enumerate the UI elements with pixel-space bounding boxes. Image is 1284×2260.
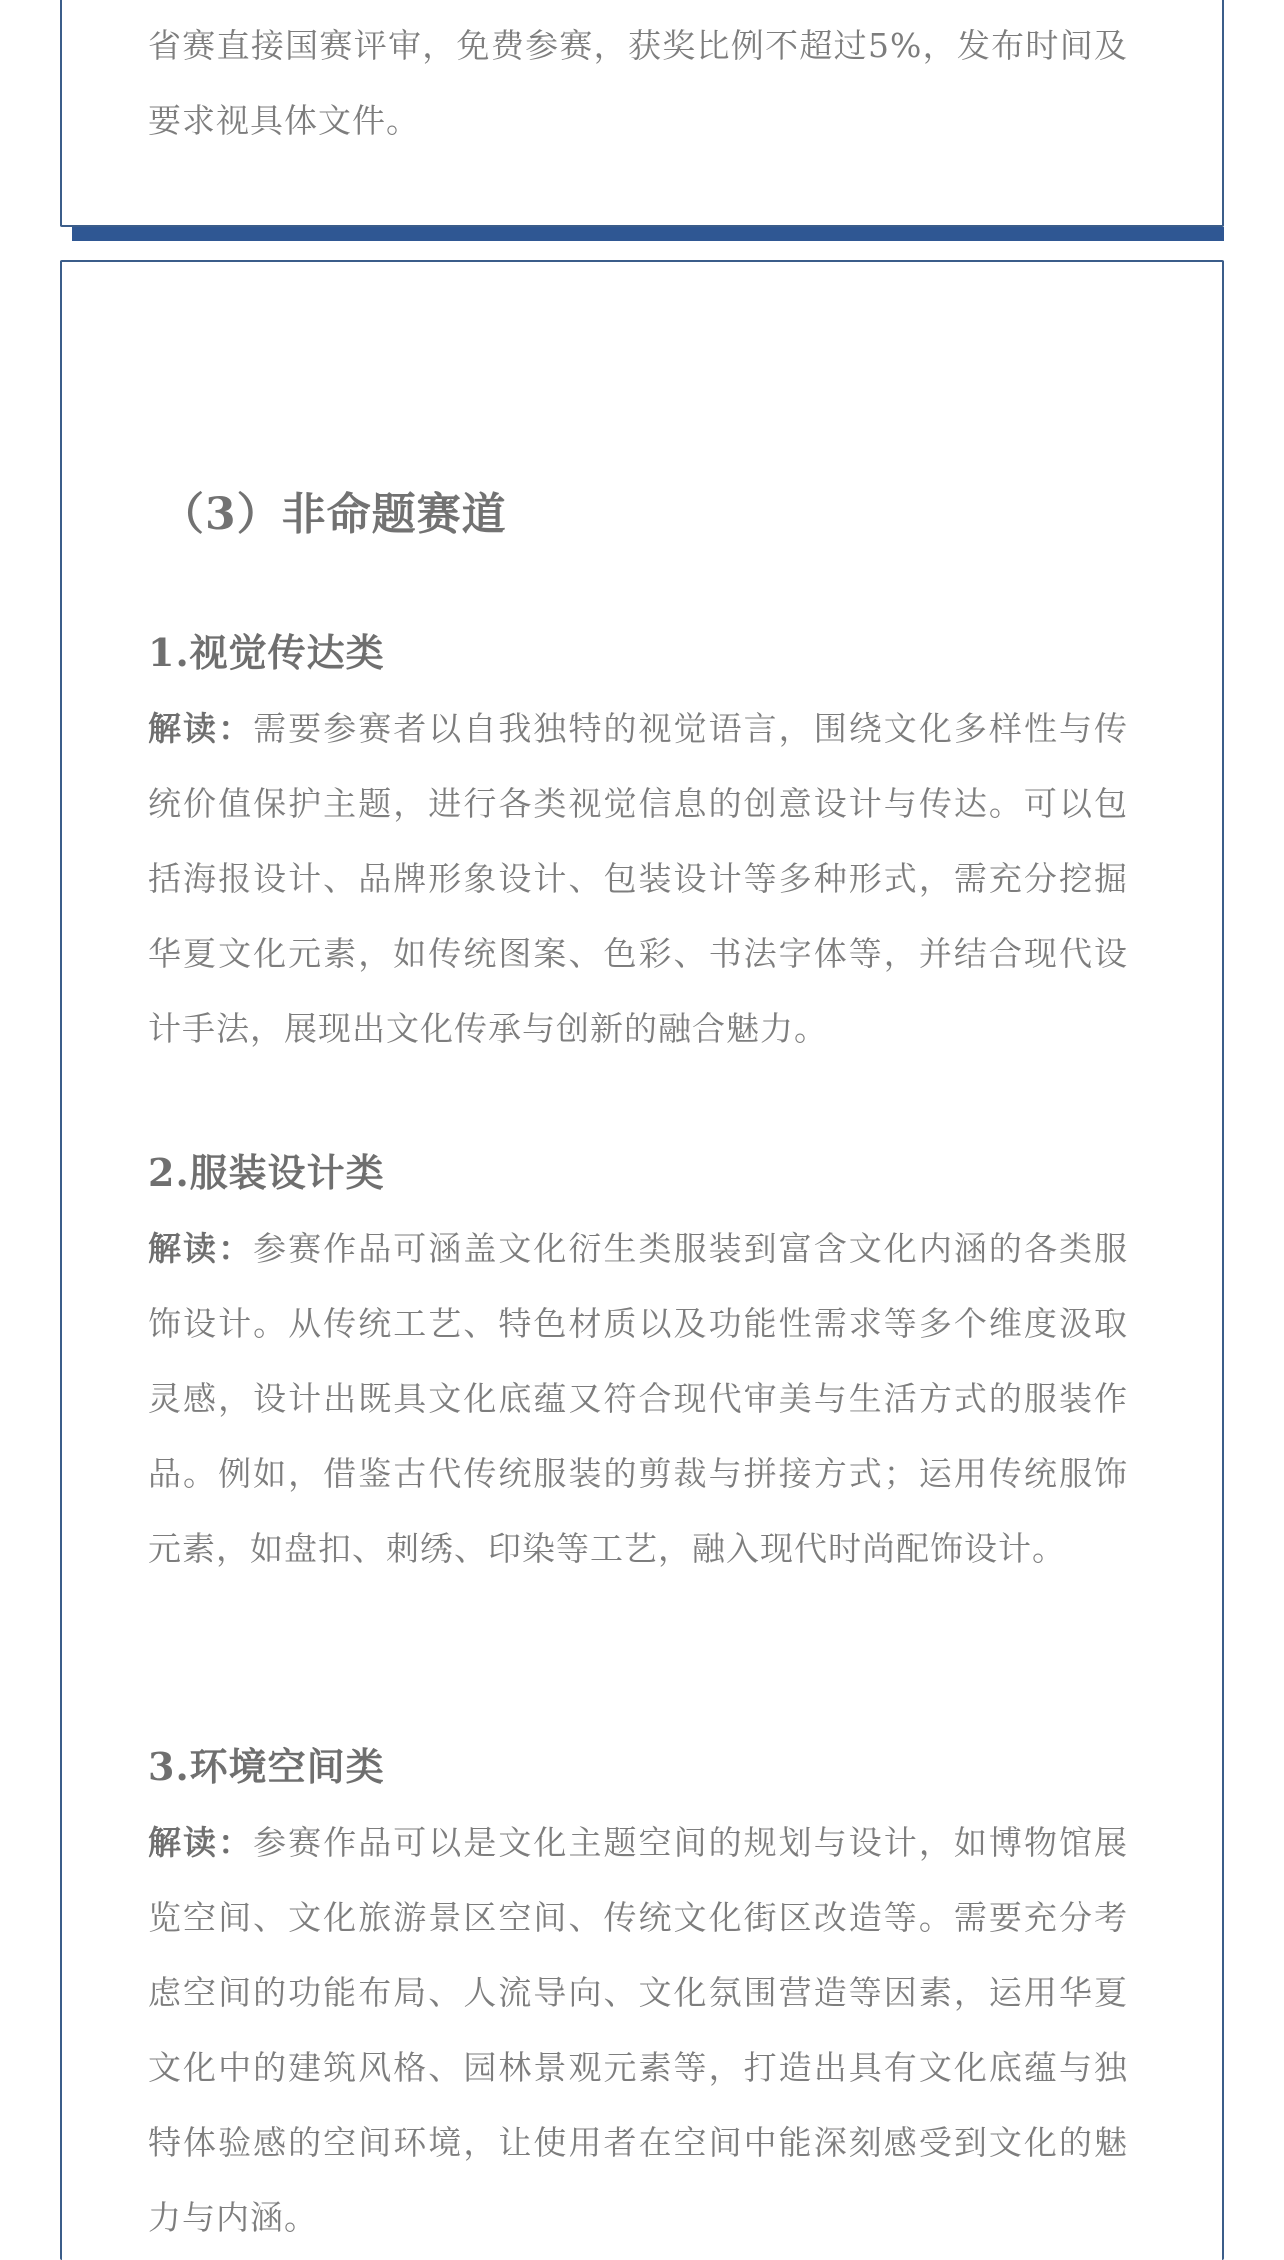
section-fashion-design (148, 1143, 1128, 1586)
top-card-text: 省赛直接国赛评审，免费参赛，获奖比例不超过5%，发布时间及要求视具体文件。 (148, 26, 1128, 140)
interpretation-label: 解读： (148, 1823, 254, 1862)
section-title: 3.环境空间类 (148, 1744, 385, 1789)
section-visual-communication (148, 623, 1128, 1066)
interpretation-label: 解读： (148, 709, 254, 748)
section-environment-space (148, 1737, 1128, 2255)
track-title: （3）非命题赛道 (160, 489, 507, 540)
section-text: 参赛作品可涵盖文化衍生类服装到富含文化内涵的各类服饰设计。从传统工艺、特色材质以及功能性需求等多个维度汲取灵感，设计出既具文化底蕴又符合现代审美与生活方式的服装作品。例如，借鉴古代传统服装的剪裁与拼接方式；运用传统服饰元素，如盘扣、刺绣、印染等工艺，融入现代时尚配饰设计。 (148, 1229, 1129, 1568)
section-text: 参赛作品可以是文化主题空间的规划与设计，如博物馆展览空间、文化旅游景区空间、传统文化街区改造等。需要充分考虑空间的功能布局、人流导向、文化氛围营造等因素，运用华夏文化中的建筑风格、园林景观元素等，打造出具有文化底蕴与独特体验感的空间环境，让使用者在空间中能深刻感受到文化的魅力与内涵。 (148, 1823, 1129, 2237)
section-body (148, 1805, 1128, 2255)
info-card-top-accent-bar (72, 227, 1224, 241)
section-title: 1.视觉传达类 (148, 630, 385, 675)
top-card-content (148, 8, 1128, 158)
interpretation-label: 解读： (148, 1229, 254, 1268)
section-body (148, 1211, 1128, 1586)
section-body (148, 691, 1128, 1066)
section-title: 2.服装设计类 (148, 1150, 385, 1195)
section-text: 需要参赛者以自我独特的视觉语言，围绕文化多样性与传统价值保护主题，进行各类视觉信息的创意设计与传达。可以包括海报设计、品牌形象设计、包装设计等多种形式，需充分挖掘华夏文化元素，如传统图案、色彩、书法字体等，并结合现代设计手法，展现出文化传承与创新的融合魅力。 (148, 709, 1129, 1048)
